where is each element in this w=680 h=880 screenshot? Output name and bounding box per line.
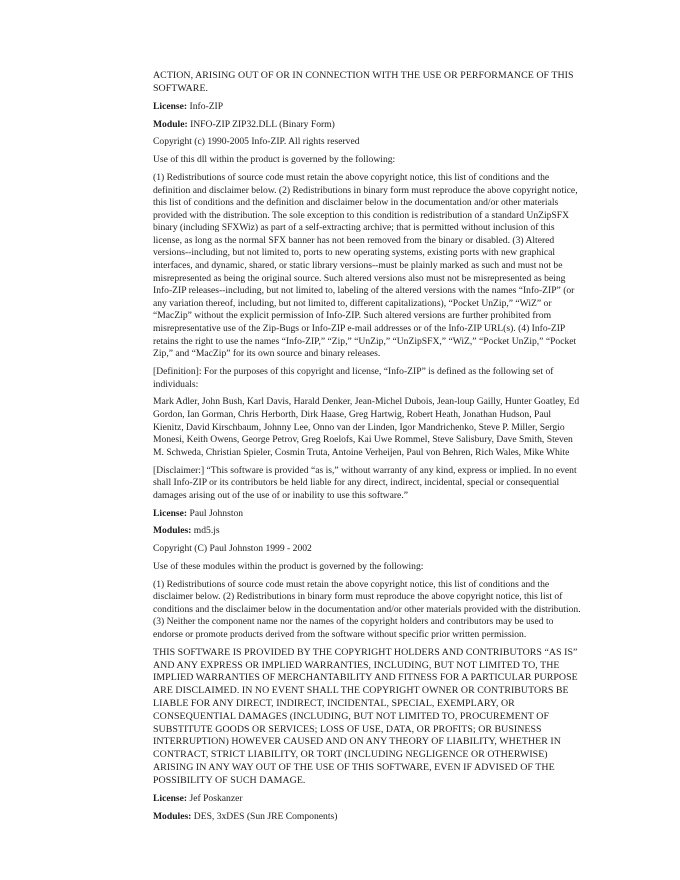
field-value: INFO-ZIP ZIP32.DLL (Binary Form) (190, 118, 335, 130)
license-field (153, 811, 581, 824)
body-paragraph: Mark Adler, John Bush, Karl Davis, Harald Denker, Jean-Michel Dubois, Jean-loup Gailly, Hunter Goatley, Ed Gordon, Ian Gorman, Chris Herborth, Dirk Haase, Greg Hartwig, Robert Heath, Jonathan Hudson, Paul Kienitz, David Kirschbaum, Johnny Lee, Onno van der Linden, Igor Mandrichenko, Steve P. Miller, Sergio Monesi, Keith Owens, George Petrov, Greg Roelofs, Kai Uwe Rommel, Steve Salisbury, Dave Smith, Steven M. Schweda, Christian Spieler, Cosmin Truta, Antoine Verheijen, Paul von Behren, Rich Wales, Mike White (153, 396, 580, 458)
license-field (153, 793, 581, 806)
license-field (153, 525, 581, 538)
field-value: Info-ZIP (189, 100, 224, 112)
field-value: Paul Johnston (189, 507, 244, 519)
document-page (153, 70, 581, 828)
field-label: Module: (153, 118, 188, 130)
body-paragraph: [Disclaimer:] “This software is provided “as is,” without warranty of any kind, express or implied. In no event shall Info-ZIP or its contributors be held liable for any direct, indirect, incidental, special or consequential damages arising out of the use of or inability to use this software.” (153, 464, 577, 501)
field-label: Modules: (153, 810, 192, 822)
field-value: md5.js (193, 525, 220, 537)
field-value: Jef Poskanzer (189, 792, 243, 804)
field-label: License: (153, 507, 188, 519)
body-paragraph: [Definition]: For the purposes of this copyright and license, “Info-ZIP” is defined as the following set of individuals: (153, 366, 554, 390)
body-paragraph: Use of these modules within the product is governed by the following: (153, 560, 424, 572)
field-label: Modules: (153, 525, 192, 537)
body-paragraph: Copyright (c) 1990-2005 Info-ZIP. All rights reserved (153, 136, 360, 148)
field-value: DES, 3xDES (Sun JRE Components) (193, 810, 338, 822)
body-paragraph: Copyright (C) Paul Johnston 1999 - 2002 (153, 543, 312, 555)
license-field (153, 101, 581, 114)
field-label: License: (153, 100, 188, 112)
license-field (153, 508, 581, 521)
field-label: License: (153, 792, 188, 804)
body-paragraph: (1) Redistributions of source code must retain the above copyright notice, this list of conditions and the definition and disclaimer below. (2) Redistributions in binary form must reproduce the above copyright notice, this list of conditions and the definition and disclaimer below in the documentation and/or other materials provided with the distribution. The sole exception to this condition is redistribution of a standard UnZipSFX binary (including SFXWiz) as part of a self-extracting archive; that is permitted without inclusion of this license, as long as the normal SFX banner has not been removed from the binary or disabled. (3) Altered versions--including, but not limited to, ports to new operating systems, existing ports with new graphical interfaces, and dynamic, shared, or static library versions--must be plainly marked as such and must not be misrepresented as being the original source. Such altered versions also must not be misrepresented as being Info-ZIP releases--including, but not limited to, labeling of the altered versions with the names “Info-ZIP” (or any variation thereof, including, but not limited to, different capitalizations), “Pocket UnZip,” “WiZ” or “MacZip” without the explicit permission of Info-ZIP. Such altered versions are further prohibited from misrepresentative use of the Zip-Bugs or Info-ZIP e-mail addresses or of the Info-ZIP URL(s). (4) Info-ZIP retains the right to use the names “Info-ZIP,” “Zip,” “UnZip,” “UnZipSFX,” “WiZ,” “Pocket UnZip,” “Pocket Zip,” and “MacZip” for its own source and binary releases. (153, 171, 578, 360)
disclaimer-paragraph: ACTION, ARISING OUT OF OR IN CONNECTION WITH THE USE OR PERFORMANCE OF THIS SOFTWARE. (153, 70, 574, 94)
body-paragraph: Use of this dll within the product is governed by the following: (153, 154, 396, 166)
disclaimer-paragraph: THIS SOFTWARE IS PROVIDED BY THE COPYRIGHT HOLDERS AND CONTRIBUTORS “AS IS” AND ANY EXPRESS OR IMPLIED WARRANTIES, INCLUDING, BUT NOT LIMITED TO, THE IMPLIED WARRANTIES OF MERCHANTABILITY AND FITNESS FOR A PARTICULAR PURPOSE ARE DISCLAIMED. IN NO EVENT SHALL THE COPYRIGHT OWNER OR CONTRIBUTORS BE LIABLE FOR ANY DIRECT, INDIRECT, INCIDENTAL, SPECIAL, EXEMPLARY, OR CONSEQUENTIAL DAMAGES (INCLUDING, BUT NOT LIMITED TO, PROCUREMENT OF SUBSTITUTE GOODS OR SERVICES; LOSS OF USE, DATA, OR PROFITS; OR BUSINESS INTERRUPTION) HOWEVER CAUSED AND ON ANY THEORY OF LIABILITY, WHETHER IN CONTRACT, STRICT LIABILITY, OR TORT (INCLUDING NEGLIGENCE OR OTHERWISE) ARISING IN ANY WAY OUT OF THE USE OF THIS SOFTWARE, EVEN IF ADVISED OF THE POSSIBILITY OF SUCH DAMAGE. (153, 646, 578, 786)
body-paragraph: (1) Redistributions of source code must retain the above copyright notice, this list of conditions and the disclaimer below. (2) Redistributions in binary form must reproduce the above copyright notice, this list of conditions and the disclaimer below in the documentation and/or other materials provided with the distribution. (3) Neither the component name nor the names of the copyright holders and contributors may be used to endorse or promote products derived from the software without specific prior written permission. (153, 578, 581, 640)
license-field (153, 119, 581, 132)
